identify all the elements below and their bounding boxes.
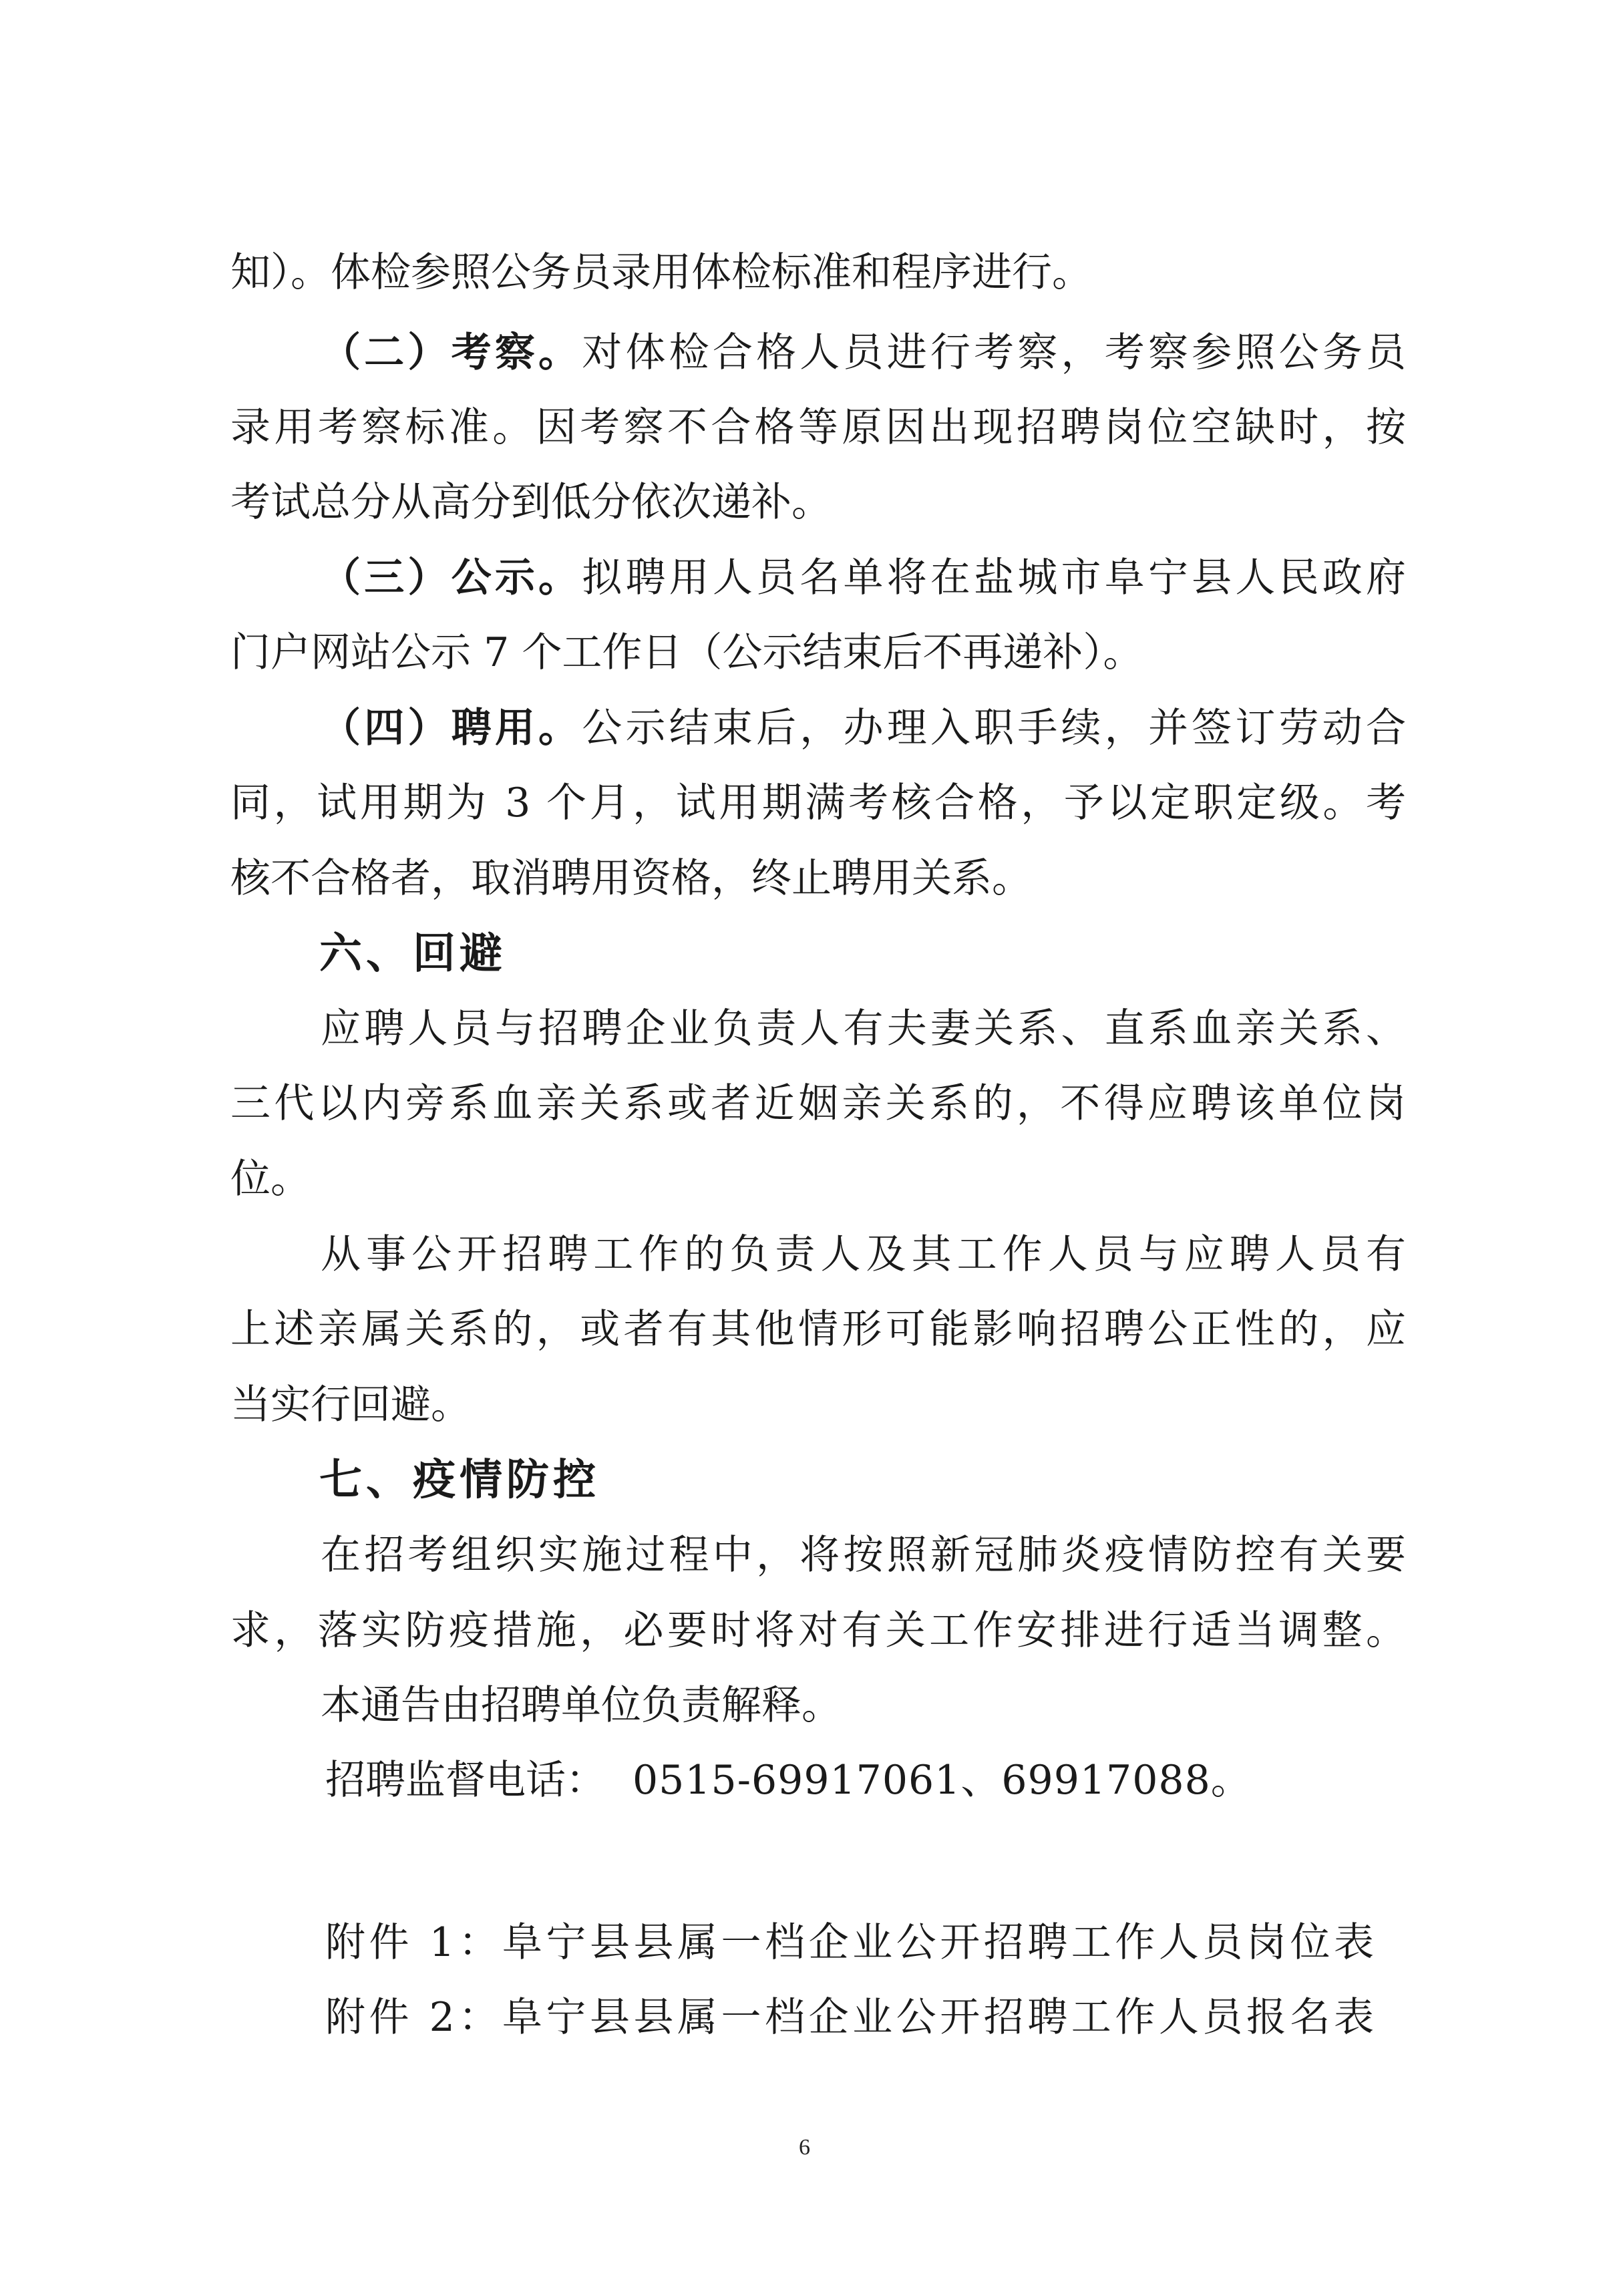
section-heading: 六、回避 [319, 929, 506, 979]
paragraph-line: 核不合格者，取消聘用资格，终止聘用关系。 [230, 855, 1032, 902]
phone-numbers: 0515-69917061、69917088。 [633, 1757, 1252, 1804]
paragraph-line [321, 326, 1406, 379]
attachment-1: 附件 1：阜宁县县属一档企业公开招聘工作人员岗位表 [325, 1919, 1374, 1966]
page-number: 6 [799, 2135, 810, 2160]
paragraph-line [321, 551, 1406, 605]
paragraph-line: 上述亲属关系的，或者有其他情形可能影响招聘公正性的，应 [230, 1306, 1406, 1353]
phone-label: 招聘监督电话： [325, 1757, 606, 1804]
section-heading: 七、疫情防控 [319, 1455, 600, 1505]
paragraph-line: 应聘人员与招聘企业负责人有夫妻关系、直系血亲关系、 [321, 1005, 1406, 1052]
paragraph-line: 同，试用期为 3 个月，试用期满考核合格，予以定职定级。考 [230, 780, 1406, 826]
paragraph-line: 知）。体检参照公务员录用体检标准和程序进行。 [230, 249, 1092, 296]
paragraph-line: 三代以内旁系血亲关系或者近姻亲关系的，不得应聘该单位岗 [230, 1080, 1406, 1127]
subsection-heading: （二）考察。 [321, 329, 582, 376]
paragraph-line: 本通告由招聘单位负责解释。 [321, 1682, 842, 1729]
paragraph-line: 在招考组织实施过程中，将按照新冠肺炎疫情防控有关要 [321, 1532, 1406, 1579]
subsection-heading: （四）聘用。 [321, 705, 582, 752]
paragraph-line: 当实行回避。 [230, 1381, 471, 1428]
paragraph-line: 门户网站公示 7 个工作日（公示结束后不再递补）。 [230, 629, 1143, 676]
paragraph-text: 拟聘用人员名单将在盐城市阜宁县人民政府 [582, 554, 1406, 601]
subsection-heading: （三）公示。 [321, 554, 582, 601]
paragraph-text: 对体检合格人员进行考察，考察参照公务员 [582, 329, 1406, 376]
paragraph-line: 录用考察标准。因考察不合格等原因出现招聘岗位空缺时，按 [230, 404, 1406, 451]
paragraph-line [321, 701, 1406, 755]
supervision-phone [325, 1754, 1252, 1807]
attachment-2: 附件 2：阜宁县县属一档企业公开招聘工作人员报名表 [325, 1994, 1374, 2041]
paragraph-line: 从事公开招聘工作的负责人及其工作人员与应聘人员有 [321, 1231, 1406, 1278]
paragraph-line: 位。 [230, 1156, 311, 1202]
paragraph-line: 考试总分从高分到低分依次递补。 [230, 479, 832, 526]
paragraph-text: 公示结束后，办理入职手续，并签订劳动合 [582, 705, 1406, 752]
paragraph-line: 求，落实防疫措施，必要时将对有关工作安排进行适当调整。 [230, 1607, 1406, 1654]
